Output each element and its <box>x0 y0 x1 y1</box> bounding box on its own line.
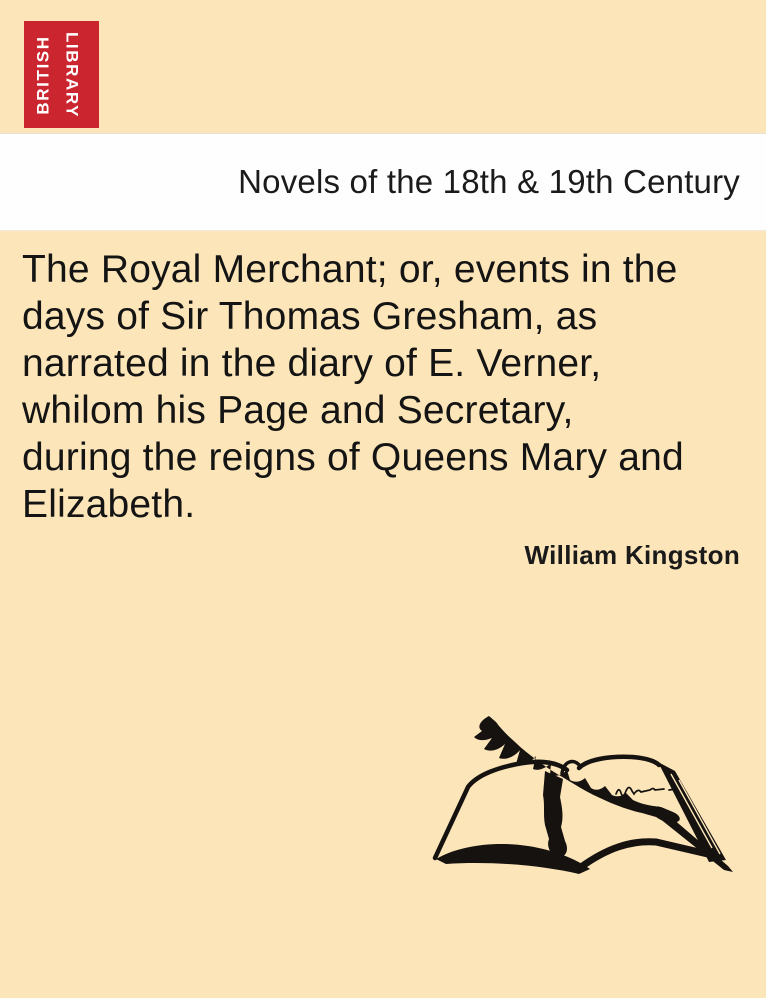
title-line: during the reigns of Queens Mary and <box>22 436 684 479</box>
ink-shadow <box>543 771 567 858</box>
british-library-logo <box>24 21 99 128</box>
book-right-page-outline <box>579 757 659 768</box>
series-title: Novels of the 18th & 19th Century <box>238 163 740 200</box>
title-line: days of Sir Thomas Gresham, as <box>22 295 598 338</box>
series-band <box>0 133 766 231</box>
logo-word-british: BRITISH <box>33 35 53 115</box>
title-line: narrated in the diary of E. Verner, <box>22 342 602 385</box>
title-line: Elizabeth. <box>22 483 196 526</box>
logo-word-library: LIBRARY <box>62 31 82 119</box>
author-name: William Kingston <box>524 540 740 570</box>
book-title <box>22 246 684 528</box>
book-right-page-bottom <box>581 842 712 867</box>
title-line: whilom his Page and Secretary, <box>22 389 574 432</box>
title-line: The Royal Merchant; or, events in the <box>22 248 678 291</box>
open-book-quill-illustration <box>428 706 743 878</box>
quill-feather <box>474 716 680 823</box>
handwriting-squiggle <box>616 788 676 796</box>
